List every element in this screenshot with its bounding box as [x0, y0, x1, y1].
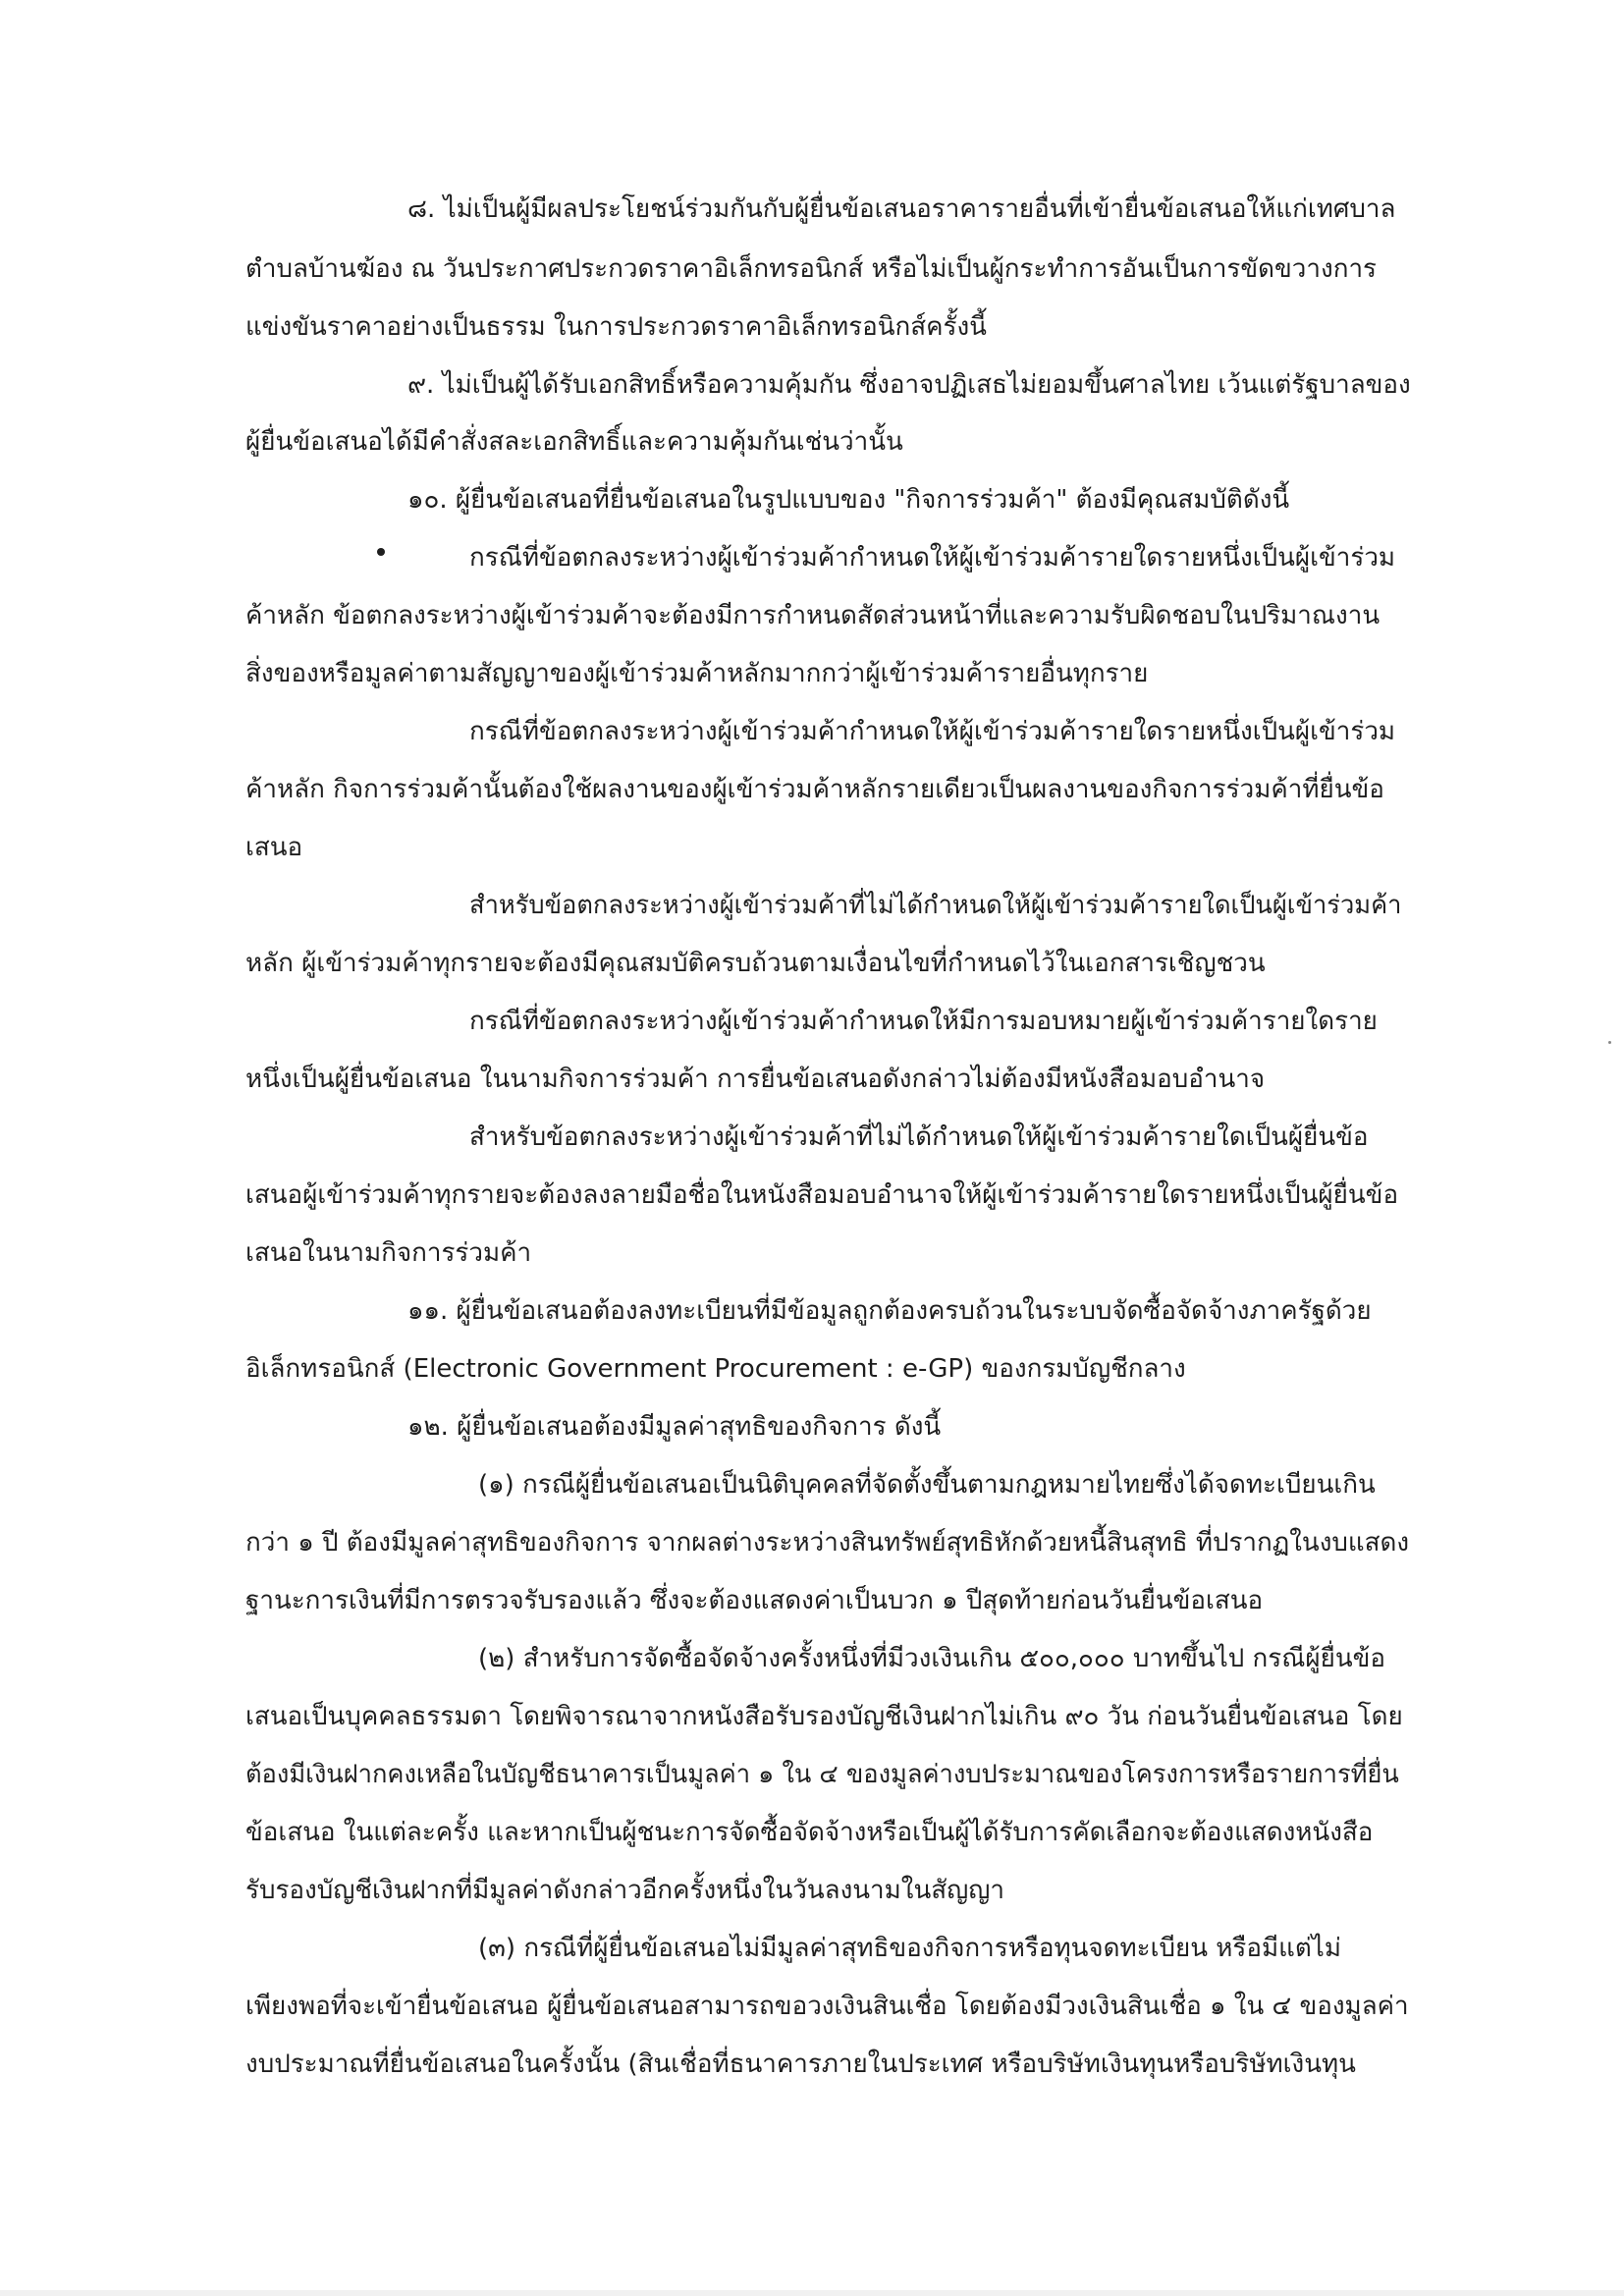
item-12-1-line-2: กว่า ๑ ปี ต้องมีมูลค่าสุทธิของกิจการ จากผลต่างระหว่างสินทรัพย์สุทธิหักด้วยหนี้สินสุทธิ ที่ปรากฏในงบแสดง	[245, 1528, 1410, 1558]
jv-case-1-line-1: กรณีที่ข้อตกลงระหว่างผู้เข้าร่วมค้ากำหนดให้ผู้เข้าร่วมค้ารายใดรายหนึ่งเป็นผู้เข้าร่วม	[469, 543, 1396, 573]
item-12-2-line-3: ต้องมีเงินฝากคงเหลือในบัญชีธนาคารเป็นมูลค่า ๑ ใน ๔ ของมูลค่างบประมาณของโครงการหรือรายการที่ยื่น	[245, 1760, 1399, 1789]
jv-case-2-line-2: ค้าหลัก กิจการร่วมค้านั้นต้องใช้ผลงานของผู้เข้าร่วมค้าหลักรายเดียวเป็นผลงานของกิจการร่วมค้าที่ยื่นข้อ	[245, 775, 1384, 804]
jv-case-4-line-1: กรณีที่ข้อตกลงระหว่างผู้เข้าร่วมค้ากำหนดให้มีการมอบหมายผู้เข้าร่วมค้ารายใดราย	[469, 1007, 1378, 1036]
item-11-line-2: อิเล็กทรอนิกส์ (Electronic Government Procurement : e-GP) ของกรมบัญชีกลาง	[245, 1354, 1186, 1384]
item-9-line-1: ๙. ไม่เป็นผู้ได้รับเอกสิทธิ์หรือความคุ้มกัน ซึ่งอาจปฏิเสธไม่ยอมขึ้นศาลไทย เว้นแต่รัฐบาลของ	[407, 370, 1411, 400]
stray-dot	[377, 548, 385, 556]
jv-case-1-line-2: ค้าหลัก ข้อตกลงระหว่างผู้เข้าร่วมค้าจะต้องมีการกำหนดสัดส่วนหน้าที่และความรับผิดชอบในปริมาณงาน	[245, 601, 1380, 630]
item-12-1-line-3: ฐานะการเงินที่มีการตรวจรับรองแล้ว ซึ่งจะต้องแสดงค่าเป็นบวก ๑ ปีสุดท้ายก่อนวันยื่นข้อเสนอ	[245, 1586, 1264, 1615]
item-10-heading: ๑๐. ผู้ยื่นข้อเสนอที่ยื่นข้อเสนอในรูปแบบของ "กิจการร่วมค้า" ต้องมีคุณสมบัติดังนี้	[407, 485, 1290, 515]
item-12-1-line-1: (๑) กรณีผู้ยื่นข้อเสนอเป็นนิติบุคคลที่จัดตั้งขึ้นตามกฎหมายไทยซึ่งได้จดทะเบียนเกิน	[478, 1470, 1376, 1500]
jv-case-5-line-3: เสนอในนามกิจการร่วมค้า	[245, 1238, 532, 1268]
jv-case-5-line-2: เสนอผู้เข้าร่วมค้าทุกรายจะต้องลงลายมือชื่อในหนังสือมอบอำนาจให้ผู้เข้าร่วมค้ารายใดรายหนึ่งเป็นผู้ยื่นข้อ	[245, 1180, 1399, 1210]
item-12-heading: ๑๒. ผู้ยื่นข้อเสนอต้องมีมูลค่าสุทธิของกิจการ ดังนี้	[407, 1412, 942, 1442]
item-12-3-line-1: (๓) กรณีที่ผู้ยื่นข้อเสนอไม่มีมูลค่าสุทธิของกิจการหรือทุนจดทะเบียน หรือมีแต่ไม่	[478, 1934, 1341, 1963]
item-8-line-2: ตำบลบ้านฆ้อง ณ วันประกาศประกวดราคาอิเล็กทรอนิกส์ หรือไม่เป็นผู้กระทำการอันเป็นการขัดขวางการ	[245, 254, 1378, 284]
item-12-2-line-5: รับรองบัญชีเงินฝากที่มีมูลค่าดังกล่าวอีกครั้งหนึ่งในวันลงนามในสัญญา	[245, 1876, 1005, 1905]
item-8-line-3: แข่งขันราคาอย่างเป็นธรรม ในการประกวดราคาอิเล็กทรอนิกส์ครั้งนี้	[245, 312, 987, 342]
scan-bottom-edge	[0, 2290, 1624, 2296]
jv-case-2-line-1: กรณีที่ข้อตกลงระหว่างผู้เข้าร่วมค้ากำหนดให้ผู้เข้าร่วมค้ารายใดรายหนึ่งเป็นผู้เข้าร่วม	[469, 717, 1396, 746]
item-12-2-line-2: เสนอเป็นบุคคลธรรมดา โดยพิจารณาจากหนังสือรับรองบัญชีเงินฝากไม่เกิน ๙๐ วัน ก่อนวันยื่นข้อเสนอ โดย	[245, 1702, 1403, 1731]
item-12-2-line-1: (๒) สำหรับการจัดซื้อจัดจ้างครั้งหนึ่งที่มีวงเงินเกิน ๕๐๐,๐๐๐ บาทขึ้นไป กรณีผู้ยื่นข้อ	[478, 1644, 1386, 1673]
item-12-3-line-3: งบประมาณที่ยื่นข้อเสนอในครั้งนั้น (สินเชื่อที่ธนาคารภายในประเทศ หรือบริษัทเงินทุนหรือบริษัทเงินทุน	[245, 2050, 1356, 2079]
item-11-line-1: ๑๑. ผู้ยื่นข้อเสนอต้องลงทะเบียนที่มีข้อมูลถูกต้องครบถ้วนในระบบจัดซื้อจัดจ้างภาครัฐด้วย	[407, 1296, 1372, 1326]
item-12-2-line-4: ข้อเสนอ ในแต่ละครั้ง และหากเป็นผู้ชนะการจัดซื้อจัดจ้างหรือเป็นผู้ได้รับการคัดเลือกจะต้องแสดงหนังสือ	[245, 1818, 1374, 1847]
item-9-line-2: ผู้ยื่นข้อเสนอได้มีคำสั่งสละเอกสิทธิ์และความคุ้มกันเช่นว่านั้น	[245, 427, 903, 457]
jv-case-4-line-2: หนึ่งเป็นผู้ยื่นข้อเสนอ ในนามกิจการร่วมค้า การยื่นข้อเสนอดังกล่าวไม่ต้องมีหนังสือมอบอำนาจ	[245, 1065, 1266, 1094]
jv-case-2-line-3: เสนอ	[245, 833, 303, 862]
item-8-line-1: ๘. ไม่เป็นผู้มีผลประโยชน์ร่วมกันกับผู้ยื่นข้อเสนอราคารายอื่นที่เข้ายื่นข้อเสนอให้แก่เทศบาล	[407, 194, 1396, 224]
jv-case-3-line-1: สำหรับข้อตกลงระหว่างผู้เข้าร่วมค้าที่ไม่ได้กำหนดให้ผู้เข้าร่วมค้ารายใดเป็นผู้เข้าร่วมค้า	[469, 891, 1402, 920]
jv-case-3-line-2: หลัก ผู้เข้าร่วมค้าทุกรายจะต้องมีคุณสมบัติครบถ้วนตามเงื่อนไขที่กำหนดไว้ในเอกสารเชิญชวน	[245, 949, 1266, 978]
jv-case-1-line-3: สิ่งของหรือมูลค่าตามสัญญาของผู้เข้าร่วมค้าหลักมากกว่าผู้เข้าร่วมค้ารายอื่นทุกราย	[245, 659, 1149, 688]
scan-speck	[1608, 1041, 1611, 1044]
item-12-3-line-2: เพียงพอที่จะเข้ายื่นข้อเสนอ ผู้ยื่นข้อเสนอสามารถขอวงเงินสินเชื่อ โดยต้องมีวงเงินสินเชื่อ ๑ ใน ๔ ของมูลค่า	[245, 1992, 1409, 2021]
jv-case-5-line-1: สำหรับข้อตกลงระหว่างผู้เข้าร่วมค้าที่ไม่ได้กำหนดให้ผู้เข้าร่วมค้ารายใดเป็นผู้ยื่นข้อ	[469, 1122, 1369, 1152]
